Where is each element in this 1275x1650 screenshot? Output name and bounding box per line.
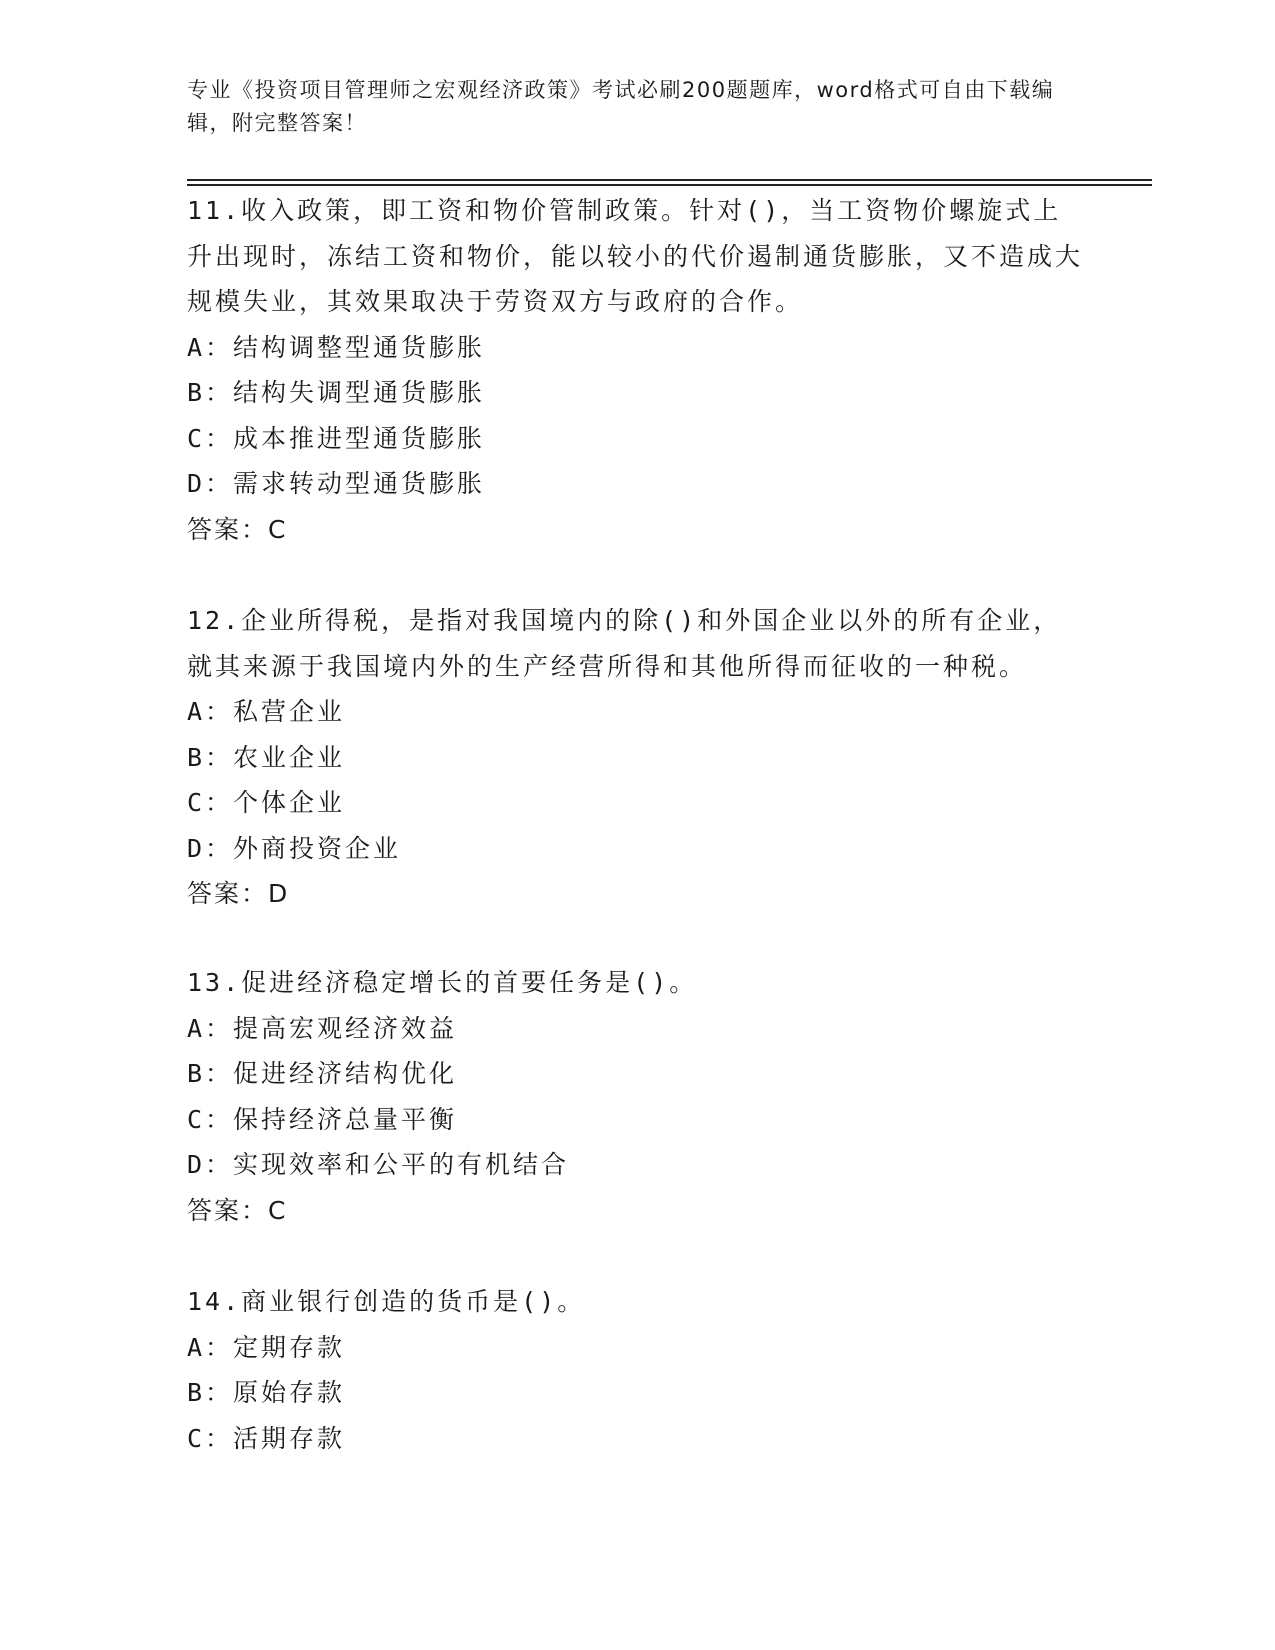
option-a: A：结构调整型通货膨胀 [187, 332, 486, 362]
document-header: 专业《投资项目管理师之宏观经济政策》考试必刷200题题库，word格式可自由下载编辑，附完整答案！ [187, 78, 1055, 135]
question-stem: 13.促进经济稳定增长的首要任务是()。 [187, 968, 698, 997]
question-stem: 11.收入政策，即工资和物价管制政策。针对()，当工资物价螺旋式上升出现时，冻结工资和物价，能以较小的代价遏制通货膨胀，又不造成大规模失业，其效果取决于劳资双方与政府的合作。 [187, 196, 1084, 316]
header-divider-top [187, 179, 1152, 181]
option-c: C：活期存款 [187, 1423, 346, 1453]
question-stem: 14.商业银行创造的货币是()。 [187, 1287, 586, 1316]
header-divider-bottom [187, 184, 1152, 186]
question-13 [187, 960, 1087, 1233]
answer-line: 答案：C [187, 514, 288, 544]
question-stem: 12.企业所得税，是指对我国境内的除()和外国企业以外的所有企业，就其来源于我国境内外的生产经营所得和其他所得而征收的一种税。 [187, 606, 1062, 681]
option-b: B：原始存款 [187, 1378, 346, 1407]
option-b: B：促进经济结构优化 [187, 1059, 458, 1088]
answer-line: 答案：C [187, 1195, 288, 1225]
question-14 [187, 1279, 1087, 1461]
option-c: C：成本推进型通货膨胀 [187, 423, 486, 453]
option-d: D：实现效率和公平的有机结合 [187, 1150, 570, 1179]
option-a: A：定期存款 [187, 1332, 346, 1362]
option-a: A：提高宏观经济效益 [187, 1013, 458, 1043]
option-c: C：个体企业 [187, 788, 346, 817]
answer-line: 答案：D [187, 879, 290, 908]
option-b: B：农业企业 [187, 742, 346, 772]
option-d: D：外商投资企业 [187, 833, 402, 863]
option-b: B：结构失调型通货膨胀 [187, 378, 486, 407]
option-c: C：保持经济总量平衡 [187, 1104, 458, 1134]
option-a: A：私营企业 [187, 697, 346, 726]
question-11 [187, 188, 1087, 552]
option-d: D：需求转动型通货膨胀 [187, 469, 486, 498]
question-12 [187, 598, 1087, 917]
